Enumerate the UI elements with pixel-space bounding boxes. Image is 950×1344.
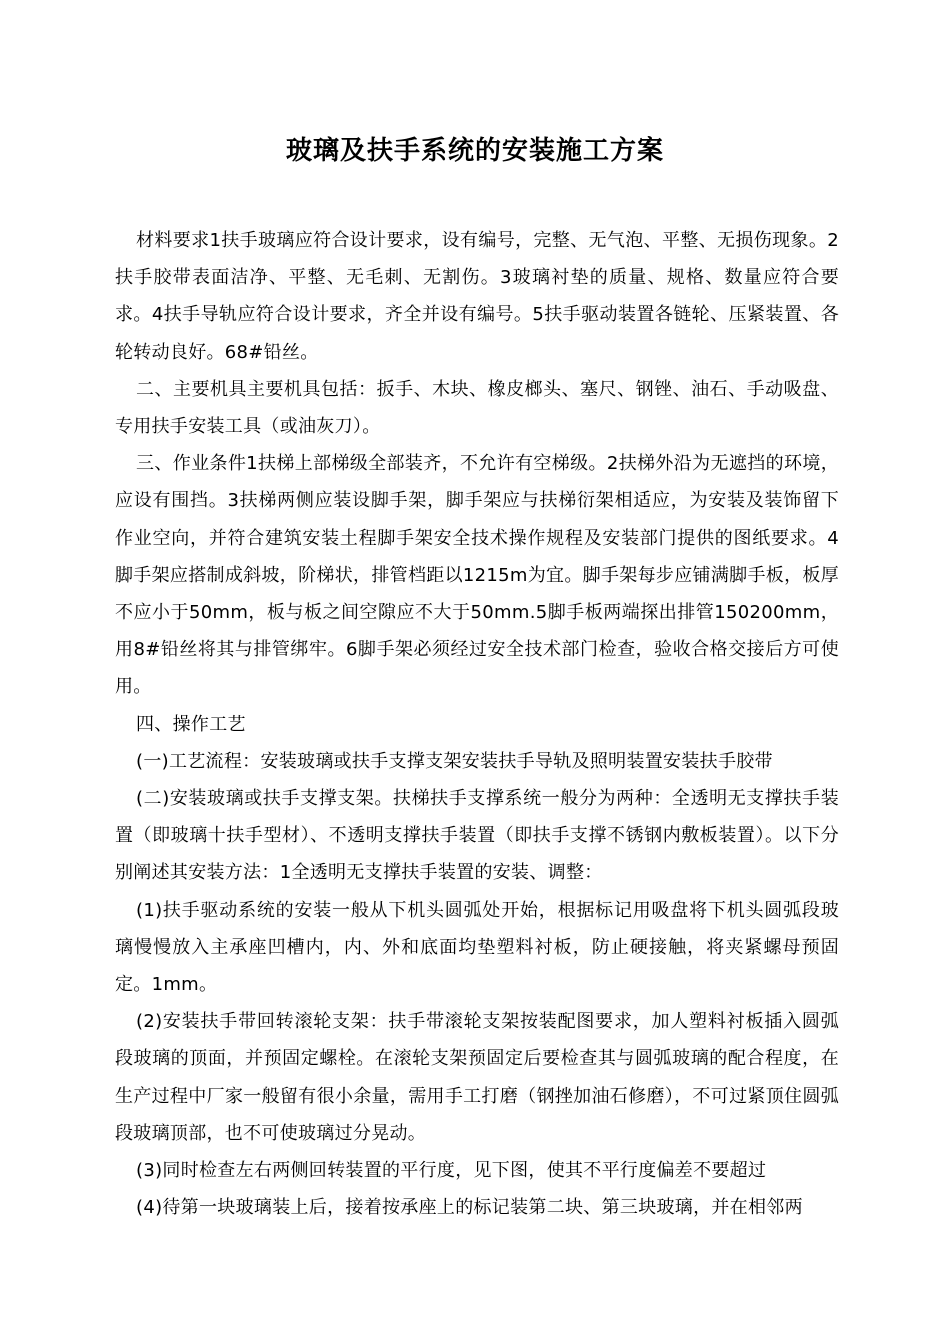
document-body: [115, 222, 839, 1226]
paragraph-conditions: 三、作业条件1扶梯上部梯级全部装齐，不允许有空梯级。2扶梯外沿为无遮挡的环境，应设有围挡。3扶梯两侧应装设脚手架，脚手架应与扶梯衍架相适应，为安装及装饰留下作业空向，并符合建筑安装土程脚手架安全技术操作规程及安装部门提供的图纸要求。4脚手架应搭制成斜坡，阶梯状，排管档距以1215m为宜。脚手架每步应铺满脚手板，板厚不应小于50mm，板与板之间空隙应不大于50mm.5脚手板两端探出排管150200mm，用8#铅丝将其与排管绑牢。6脚手架必须经过安全技术部门检查，验收合格交接后方可使用。: [115, 453, 839, 698]
paragraph-step-2: (2)安装扶手带回转滚轮支架：扶手带滚轮支架按装配图要求，加人塑料衬板插入圆弧段玻璃的顶面，并预固定螺栓。在滚轮支架预固定后要检查其与圆弧玻璃的配合程度，在生产过程中厂家一般留有很小余量，需用手工打磨（钢挫加油石修磨），不可过紧顶住圆弧段玻璃顶部，也不可使玻璃过分晃动。: [115, 1011, 839, 1144]
paragraph-support-install: (二)安装玻璃或扶手支撑支架。扶梯扶手支撑系统一般分为两种：全透明无支撑扶手装置（即玻璃十扶手型材）、不透明支撑扶手装置（即扶手支撑不锈钢内敷板装置）。以下分别阐述其安装方法：1全透明无支撑扶手装置的安装、调整：: [115, 788, 839, 884]
paragraph-tools: 二、主要机具主要机具包括：扳手、木块、橡皮榔头、塞尺、钢锉、油石、手动吸盘、专用扶手安装工具（或油灰刀）。: [115, 378, 839, 438]
document-title: 玻璃及扶手系统的安装施工方案: [285, 136, 664, 166]
paragraph-process-flow: (一)工艺流程：安装玻璃或扶手支撑支架安装扶手导轨及照明装置安装扶手胶带: [136, 750, 773, 772]
paragraph-heading-operation: 四、操作工艺: [136, 713, 246, 735]
paragraph-materials: 材料要求1扶手玻璃应符合设计要求，设有编号，完整、无气泡、平整、无损伤现象。2扶手胶带表面洁净、平整、无毛刺、无割伤。3玻璃衬垫的质量、规格、数量应符合要求。4扶手导轨应符合设计要求，齐全并设有编号。5扶手驱动装置各链轮、压紧装置、各轮转动良好。68#铅丝。: [115, 230, 839, 363]
paragraph-step-3: (3)同时检查左右两侧回转装置的平行度，见下图，使其不平行度偏差不要超过: [136, 1160, 767, 1182]
paragraph-step-1: (1)扶手驱动系统的安装一般从下机头圆弧处开始，根据标记用吸盘将下机头圆弧段玻璃慢慢放入主承座凹槽内，内、外和底面均垫塑料衬板，防止硬接触，将夹紧螺母预固定。1mm。: [115, 899, 839, 996]
paragraph-step-4: (4)待第一块玻璃装上后，接着按承座上的标记装第二块、第三块玻璃，并在相邻两: [136, 1197, 803, 1219]
